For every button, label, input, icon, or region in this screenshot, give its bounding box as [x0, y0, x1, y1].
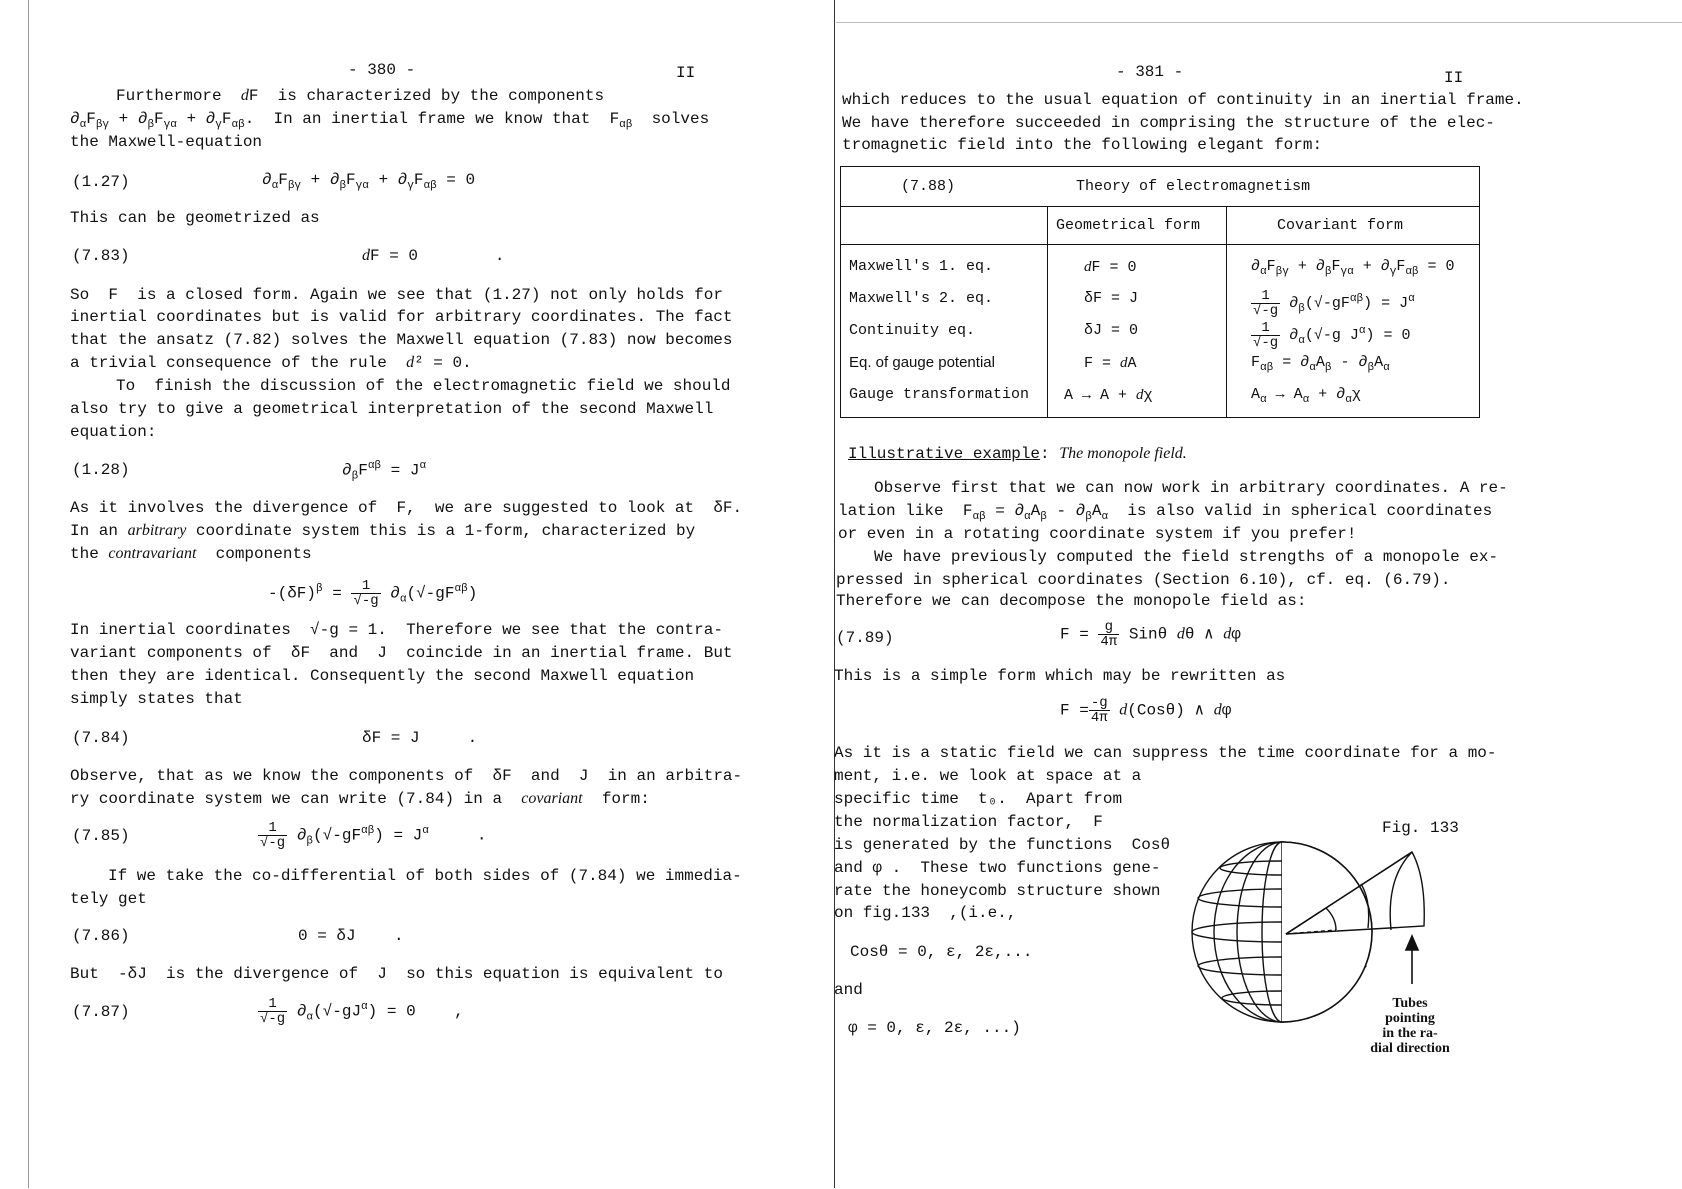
text-line: which reduces to the usual equation of continuity in an inertial frame.: [842, 91, 1524, 109]
text-line: Observe first that we can now work in arbitrary coordinates. A re-: [874, 479, 1508, 497]
text-line: As it is a static field we can suppress the time coordinate for a mo-: [834, 744, 1497, 762]
text-line: the contravariant components: [70, 545, 312, 563]
chapter-marker: II: [676, 64, 696, 82]
equation: $\frac{1}{√-g}$ $\partial_\alpha(√-gJ^\alpha) = 0$ ,: [260, 995, 464, 1027]
equation-label: (1.27): [72, 173, 130, 191]
covariant-eq: $\partial_\alpha F_{\beta\gamma} + \partial_\beta F_{\gamma\alpha} + \partial_\gamma F_{\alpha\beta} = 0$: [1251, 258, 1455, 278]
equation: F = $\frac{-g}{4\pi}$ d(Cosθ) ∧ dφ: [1060, 695, 1232, 726]
table-row-label: Maxwell's 1. eq.: [849, 258, 994, 275]
text-line: simply states that: [70, 690, 243, 708]
page-number: - 380 -: [348, 61, 416, 79]
table-row-label: Maxwell's 2. eq.: [849, 290, 994, 307]
caption-line: in the ra-: [1382, 1026, 1438, 1041]
geometric-eq: A → A + dχ: [1064, 387, 1153, 404]
text-line: lation like $F_{\alpha\beta} = \partial_\alpha A_\beta - \partial_\beta A_\alpha$ is also valid in spherical coordinates: [838, 502, 1493, 524]
table-row-label: Gauge transformation: [849, 386, 1030, 403]
text-line: This is a simple form which may be rewritten as: [834, 667, 1286, 685]
text-line: the normalization factor, F: [834, 813, 1103, 831]
text-line: that the ansatz (7.82) solves the Maxwell equation (7.83) now becomes: [70, 331, 733, 349]
text-line: tely get: [70, 890, 147, 908]
text-line: As it involves the divergence of F, we are suggested to look at δF.: [70, 499, 743, 517]
text-line: In inertial coordinates √-g = 1. Therefore we see that the contra-: [70, 621, 723, 639]
text-line: To finish the discussion of the electromagnetic field we should: [116, 377, 731, 395]
text-line: then they are identical. Consequently the second Maxwell equation: [70, 667, 695, 685]
equation-label: (7.86): [72, 927, 130, 945]
caption-line: Tubes: [1392, 996, 1428, 1011]
col-geometric-header: Geometrical form: [1048, 207, 1227, 245]
text-line: In an arbitrary coordinate system this is a 1-form, characterized by: [70, 522, 696, 540]
text-line: inertial coordinates but is valid for arbitrary coordinates. The fact: [70, 308, 733, 326]
geometric-eq: δJ = 0: [1084, 322, 1139, 339]
covariant-eq: $A_\alpha \to A_\alpha + \partial_\alpha\chi$: [1251, 386, 1361, 406]
equation-label: (7.87): [72, 1003, 130, 1021]
equation: δF = J .: [362, 729, 478, 747]
equation-label: (7.84): [72, 729, 130, 747]
text-line: But -δJ is the divergence of J so this equation is equivalent to: [70, 965, 723, 983]
text-line: tromagnetic field into the following elegant form:: [842, 136, 1323, 154]
text-line: Furthermore dF is characterized by the components: [116, 87, 605, 105]
caption-line: pointing: [1385, 1011, 1435, 1026]
table-eq-label: (7.88): [901, 178, 956, 195]
text-line: specific time t₀. Apart from: [834, 790, 1123, 808]
equation: $-(\delta F)^\beta$ = $\frac{1}{√-g}$ $\partial_\alpha(√-gF^{\alpha\beta})$: [268, 577, 478, 609]
text-line: ment, i.e. we look at space at a: [834, 767, 1142, 785]
equation-label: (7.85): [72, 827, 130, 845]
text-line: and: [834, 981, 863, 999]
figure-caption: [1340, 996, 1480, 1056]
page-number: - 381 -: [1116, 63, 1184, 81]
covariant-eq: $\frac{1}{√-g}$ $\partial_\beta(√-gF^{\alpha\beta}) = J^\alpha$: [1253, 287, 1415, 319]
text-line: This can be geometrized as: [70, 209, 320, 227]
equation-label: (7.89): [836, 629, 894, 647]
equation: 0 = δJ .: [298, 927, 404, 945]
text-line: also try to give a geometrical interpretation of the second Maxwell: [70, 400, 714, 418]
text-line: $\partial_\alpha F_{\beta\gamma} + \partial_\beta F_{\gamma\alpha} + \partial_\gamma F_{\alpha\beta}$. In an inertial frame we know that $F_{\alpha\beta}$ solves: [70, 110, 710, 132]
text-line: is generated by the functions Cosθ: [834, 836, 1171, 854]
caption-line: dial direction: [1370, 1041, 1450, 1056]
text-line: φ = 0, ε, 2ε, ...): [848, 1019, 1021, 1037]
text-line: pressed in spherical coordinates (Section 6.10), cf. eq. (6.79).: [836, 571, 1451, 589]
equation: $\partial_\alpha F_{\beta\gamma} + \partial_\beta F_{\gamma\alpha} + \partial_\gamma F_{\alpha\beta} = 0$: [262, 171, 476, 193]
example-heading: Illustrative example: The monopole field.: [848, 445, 1187, 463]
geometric-eq: δF = J: [1084, 290, 1139, 307]
text-line: on fig.133 ,(i.e.,: [834, 904, 1017, 922]
text-line: Therefore we can decompose the monopole field as:: [836, 592, 1307, 610]
text-line: ry coordinate system we can write (7.84) in a covariant form:: [70, 790, 650, 808]
equation: $\partial_\beta F^{\alpha\beta} = J^\alpha$: [342, 460, 427, 483]
text-line: equation:: [70, 423, 157, 441]
table-title: Theory of electromagnetism: [1076, 178, 1311, 195]
text-line: the Maxwell-equation: [70, 133, 263, 151]
table-row-label: Continuity eq.: [849, 322, 976, 339]
equation: F = $\frac{g}{4\pi}$ Sinθ dθ ∧ dφ: [1060, 619, 1241, 650]
equation: $\frac{1}{√-g}$ $\partial_\beta(√-gF^{\alpha\beta}) = J^\alpha$ .: [260, 819, 487, 851]
equation-label: (1.28): [72, 461, 130, 479]
geometric-eq: F = dA: [1084, 355, 1137, 372]
geometric-eq: dF = 0: [1084, 259, 1137, 276]
text-line: We have previously computed the field strengths of a monopole ex-: [874, 548, 1499, 566]
col-covariant-header: Covariant form: [1227, 207, 1480, 245]
covariant-eq: $F_{\alpha\beta} = \partial_\alpha A_\beta - \partial_\beta A_\alpha$: [1251, 354, 1390, 374]
equation: dF = 0 .: [362, 247, 505, 265]
figure-label: Fig. 133: [1382, 819, 1459, 837]
theory-table: [840, 166, 1480, 418]
text-line: rate the honeycomb structure shown: [834, 882, 1161, 900]
equation-label: (7.83): [72, 247, 130, 265]
text-line: So F is a closed form. Again we see that (1.27) not only holds for: [70, 286, 723, 304]
text-line: or even in a rotating coordinate system if you prefer!: [838, 525, 1357, 543]
text-line: Observe, that as we know the components of δF and J in an arbitra-: [70, 767, 743, 785]
text-line: Cosθ = 0, ε, 2ε,...: [850, 943, 1033, 961]
table-row-label: Eq. of gauge potential: [849, 354, 995, 371]
text-line: We have therefore succeeded in comprising the structure of the elec-: [842, 114, 1495, 132]
text-line: variant components of δF and J coincide in an inertial frame. But: [70, 644, 733, 662]
chapter-marker: II: [1444, 69, 1464, 87]
text-line: a trivial consequence of the rule d² = 0.: [70, 354, 472, 372]
covariant-eq: $\frac{1}{√-g}$ $\partial_\alpha(√-g$ $J^\alpha) = 0$: [1253, 319, 1411, 351]
text-line: and φ . These two functions gene-: [834, 859, 1161, 877]
text-line: If we take the co-differential of both sides of (7.84) we immedia-: [108, 867, 742, 885]
